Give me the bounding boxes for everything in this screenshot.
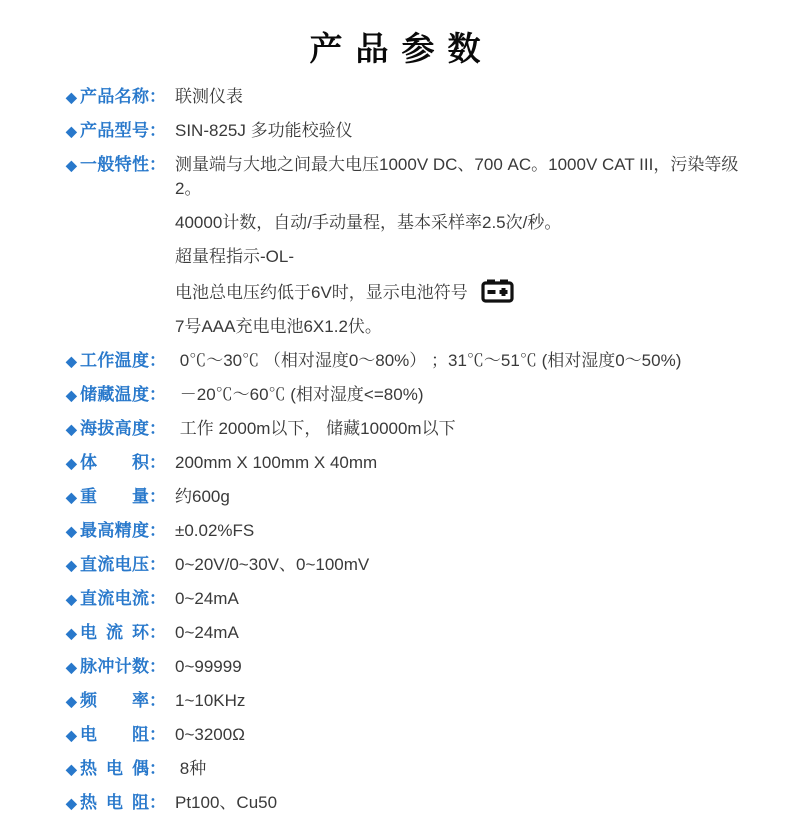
spec-label: 一般特性： bbox=[80, 155, 166, 174]
spec-value-multiline bbox=[175, 153, 750, 339]
diamond-bullet-icon: ◆ bbox=[66, 353, 77, 369]
spec-row-current-loop bbox=[66, 621, 750, 645]
spec-value: 0~20V/0~30V、0~100mV bbox=[175, 555, 370, 574]
spec-value: 1~10KHz bbox=[175, 691, 246, 710]
spec-label: 产品名称： bbox=[80, 87, 166, 106]
spec-label: 重量： bbox=[80, 487, 166, 506]
spec-value: SIN-825J 多功能校验仪 bbox=[175, 121, 353, 140]
label-colon: ： bbox=[149, 657, 166, 676]
spec-row-thermocouple bbox=[66, 757, 750, 781]
diamond-bullet-icon: ◆ bbox=[66, 761, 77, 777]
spec-row-rtd bbox=[66, 791, 750, 815]
feature-line: 超量程指示-OL- bbox=[175, 247, 294, 266]
spec-label: 电阻： bbox=[80, 725, 166, 744]
spec-value: 0~24mA bbox=[175, 589, 239, 608]
battery-low-icon bbox=[481, 279, 514, 303]
spec-label: 直流电流： bbox=[80, 589, 166, 608]
label-colon: ： bbox=[149, 759, 166, 778]
spec-label: 最高精度： bbox=[80, 521, 166, 540]
diamond-bullet-icon: ◆ bbox=[66, 693, 77, 709]
spec-value: 0~99999 bbox=[175, 657, 242, 676]
spec-value: 8种 bbox=[175, 759, 207, 778]
spec-row-pulse-count bbox=[66, 655, 750, 679]
spec-value: －20℃～60℃ (相对湿度<=80%) bbox=[175, 385, 424, 404]
spec-label: 脉冲计数： bbox=[80, 657, 166, 676]
spec-row-product-model bbox=[66, 119, 750, 143]
spec-value: 200mm X 100mm X 40mm bbox=[175, 453, 378, 472]
spec-row-max-accuracy bbox=[66, 519, 750, 543]
feature-line: 7号AAA充电电池6X1.2伏。 bbox=[175, 317, 382, 336]
spec-value: 工作 2000m以下， 储藏10000m以下 bbox=[175, 419, 456, 438]
spec-label: 储藏温度： bbox=[80, 385, 166, 404]
spec-value: 0~24mA bbox=[175, 623, 239, 642]
label-colon: ： bbox=[149, 793, 166, 812]
spec-row-weight bbox=[66, 485, 750, 509]
spec-value: 0℃～30℃ （相对湿度0～80%） ；31℃～51℃ (相对湿度0～50%) bbox=[175, 351, 682, 370]
spec-value: 0~3200Ω bbox=[175, 725, 245, 744]
label-colon: ： bbox=[149, 351, 166, 370]
label-colon: ： bbox=[149, 725, 166, 744]
diamond-bullet-icon: ◆ bbox=[66, 89, 77, 105]
spec-row-altitude bbox=[66, 417, 750, 441]
diamond-bullet-icon: ◆ bbox=[66, 157, 77, 173]
label-colon: ： bbox=[149, 87, 166, 106]
spec-row-working-temperature bbox=[66, 349, 750, 373]
label-colon: ： bbox=[149, 555, 166, 574]
spec-label: 海拔高度： bbox=[80, 419, 166, 438]
diamond-bullet-icon: ◆ bbox=[66, 523, 77, 539]
spec-row-dc-voltage bbox=[66, 553, 750, 577]
spec-list bbox=[0, 85, 790, 815]
diamond-bullet-icon: ◆ bbox=[66, 727, 77, 743]
spec-row-storage-temperature bbox=[66, 383, 750, 407]
label-colon: ： bbox=[149, 521, 166, 540]
label-colon: ： bbox=[149, 385, 166, 404]
spec-row-dc-current bbox=[66, 587, 750, 611]
label-colon: ： bbox=[149, 623, 166, 642]
feature-line: 40000计数，自动/手动量程，基本采样率2.5次/秒。 bbox=[175, 213, 562, 232]
spec-label: 产品型号： bbox=[80, 121, 166, 140]
diamond-bullet-icon: ◆ bbox=[66, 455, 77, 471]
spec-row-product-name bbox=[66, 85, 750, 109]
diamond-bullet-icon: ◆ bbox=[66, 795, 77, 811]
spec-label: 体积： bbox=[80, 453, 166, 472]
label-colon: ： bbox=[149, 121, 166, 140]
feature-line: 测量端与大地之间最大电压1000V DC、700 AC。1000V CAT III，污染等级2。 bbox=[175, 155, 739, 198]
spec-label: 频率： bbox=[80, 691, 166, 710]
spec-row-resistance bbox=[66, 723, 750, 747]
diamond-bullet-icon: ◆ bbox=[66, 625, 77, 641]
spec-row-general-features bbox=[66, 153, 750, 339]
diamond-bullet-icon: ◆ bbox=[66, 659, 77, 675]
diamond-bullet-icon: ◆ bbox=[66, 123, 77, 139]
label-colon: ： bbox=[149, 155, 166, 174]
label-colon: ： bbox=[149, 487, 166, 506]
label-colon: ： bbox=[149, 453, 166, 472]
spec-label: 电流环： bbox=[80, 623, 166, 642]
spec-label: 工作温度： bbox=[80, 351, 166, 370]
spec-value: ±0.02%FS bbox=[175, 521, 255, 540]
spec-value: 联测仪表 bbox=[175, 87, 243, 106]
spec-label: 热电偶： bbox=[80, 759, 166, 778]
diamond-bullet-icon: ◆ bbox=[66, 591, 77, 607]
spec-row-volume bbox=[66, 451, 750, 475]
spec-value: Pt100、Cu50 bbox=[175, 793, 278, 812]
spec-row-frequency bbox=[66, 689, 750, 713]
diamond-bullet-icon: ◆ bbox=[66, 387, 77, 403]
label-colon: ： bbox=[149, 419, 166, 438]
diamond-bullet-icon: ◆ bbox=[66, 557, 77, 573]
spec-label: 直流电压： bbox=[80, 555, 166, 574]
label-colon: ： bbox=[149, 589, 166, 608]
page-title: 产品参数 bbox=[309, 30, 494, 67]
spec-label: 热电阻： bbox=[80, 793, 166, 812]
spec-value: 约600g bbox=[175, 487, 230, 506]
diamond-bullet-icon: ◆ bbox=[66, 421, 77, 437]
diamond-bullet-icon: ◆ bbox=[66, 489, 77, 505]
label-colon: ： bbox=[149, 691, 166, 710]
feature-line-battery: 电池总电压约低于6V时，显示电池符号 bbox=[175, 279, 750, 305]
